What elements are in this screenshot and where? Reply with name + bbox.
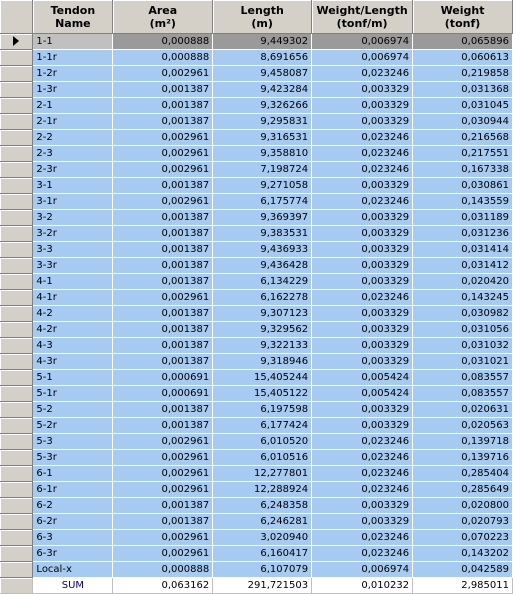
sum-weight: 2,985011: [413, 578, 513, 594]
cell-weight[interactable]: 0,083557: [413, 386, 513, 402]
cell-area[interactable]: 0,002961: [113, 546, 213, 562]
cell-weight-per-length[interactable]: 0,006974: [312, 562, 413, 578]
table-row[interactable]: [0, 130, 513, 146]
cell-tendon-name[interactable]: 2-1r: [33, 114, 113, 130]
cell-weight-per-length[interactable]: 0,023246: [312, 466, 413, 482]
row-selector[interactable]: [0, 418, 33, 434]
row-selector[interactable]: [0, 258, 33, 274]
cell-length[interactable]: 6,160417: [213, 546, 312, 562]
row-selector[interactable]: [0, 34, 33, 50]
cell-length[interactable]: 15,405122: [213, 386, 312, 402]
cell-weight[interactable]: 0,219858: [413, 66, 513, 82]
cell-weight-per-length[interactable]: 0,003329: [312, 402, 413, 418]
cell-area[interactable]: 0,001387: [113, 242, 213, 258]
cell-weight[interactable]: 0,030944: [413, 114, 513, 130]
row-selector[interactable]: [0, 210, 33, 226]
table-row[interactable]: [0, 226, 513, 242]
cell-area[interactable]: 0,000691: [113, 370, 213, 386]
row-selector[interactable]: [0, 498, 33, 514]
row-selector[interactable]: [0, 226, 33, 242]
cell-weight[interactable]: 0,031414: [413, 242, 513, 258]
cell-area[interactable]: 0,002961: [113, 66, 213, 82]
row-selector[interactable]: [0, 82, 33, 98]
table-row[interactable]: [0, 530, 513, 546]
cell-tendon-name[interactable]: 3-3r: [33, 258, 113, 274]
sum-area: 0,063162: [113, 578, 213, 594]
table-row[interactable]: [0, 258, 513, 274]
row-selector[interactable]: [0, 514, 33, 530]
cell-weight-per-length[interactable]: 0,003329: [312, 338, 413, 354]
cell-length[interactable]: 6,107079: [213, 562, 312, 578]
cell-weight-per-length[interactable]: 0,003329: [312, 418, 413, 434]
cell-tendon-name[interactable]: 4-2: [33, 306, 113, 322]
table-row[interactable]: [0, 514, 513, 530]
row-selector[interactable]: [0, 562, 33, 578]
cell-weight[interactable]: 0,143245: [413, 290, 513, 306]
cell-weight[interactable]: 0,285404: [413, 466, 513, 482]
table-row[interactable]: [0, 450, 513, 466]
cell-length[interactable]: 9,295831: [213, 114, 312, 130]
table-row[interactable]: [0, 354, 513, 370]
cell-weight[interactable]: 0,031032: [413, 338, 513, 354]
table-row[interactable]: [0, 274, 513, 290]
cell-weight-per-length[interactable]: 0,023246: [312, 546, 413, 562]
table-row[interactable]: [0, 562, 513, 578]
cell-tendon-name[interactable]: 4-1: [33, 274, 113, 290]
table-row[interactable]: [0, 418, 513, 434]
cell-area[interactable]: 0,000888: [113, 50, 213, 66]
cell-tendon-name[interactable]: 5-3: [33, 434, 113, 450]
cell-tendon-name[interactable]: 6-2: [33, 498, 113, 514]
cell-area[interactable]: 0,002961: [113, 530, 213, 546]
cell-length[interactable]: 3,020940: [213, 530, 312, 546]
cell-tendon-name[interactable]: 2-3: [33, 146, 113, 162]
cell-tendon-name[interactable]: 1-1: [33, 34, 113, 50]
cell-area[interactable]: 0,000888: [113, 34, 213, 50]
cell-length[interactable]: 9,318946: [213, 354, 312, 370]
cell-area[interactable]: 0,002961: [113, 290, 213, 306]
cell-tendon-name[interactable]: 5-1r: [33, 386, 113, 402]
cell-tendon-name[interactable]: 4-3r: [33, 354, 113, 370]
cell-length[interactable]: 9,436428: [213, 258, 312, 274]
cell-weight[interactable]: 0,031045: [413, 98, 513, 114]
cell-length[interactable]: 12,277801: [213, 466, 312, 482]
cell-length[interactable]: 6,248358: [213, 498, 312, 514]
col-header-weight-per-length[interactable]: Weight/Length (tonf/m): [312, 0, 413, 34]
cell-length[interactable]: 9,307123: [213, 306, 312, 322]
row-selector[interactable]: [0, 274, 33, 290]
cell-length[interactable]: 9,316531: [213, 130, 312, 146]
cell-length[interactable]: 15,405244: [213, 370, 312, 386]
cell-weight-per-length[interactable]: 0,023246: [312, 146, 413, 162]
cell-area[interactable]: 0,001387: [113, 178, 213, 194]
cell-weight-per-length[interactable]: 0,003329: [312, 98, 413, 114]
cell-length[interactable]: 9,436933: [213, 242, 312, 258]
cell-area[interactable]: 0,002961: [113, 162, 213, 178]
cell-length[interactable]: 12,288924: [213, 482, 312, 498]
row-selector[interactable]: [0, 114, 33, 130]
cell-weight-per-length[interactable]: 0,023246: [312, 450, 413, 466]
table-row[interactable]: [0, 306, 513, 322]
cell-area[interactable]: 0,001387: [113, 258, 213, 274]
cell-weight-per-length[interactable]: 0,023246: [312, 194, 413, 210]
table-row[interactable]: [0, 34, 513, 50]
cell-area[interactable]: 0,001387: [113, 274, 213, 290]
cell-area[interactable]: 0,001387: [113, 338, 213, 354]
cell-tendon-name[interactable]: 5-3r: [33, 450, 113, 466]
cell-weight-per-length[interactable]: 0,003329: [312, 274, 413, 290]
sum-row: [0, 578, 513, 594]
cell-weight[interactable]: 0,020420: [413, 274, 513, 290]
cell-weight-per-length[interactable]: 0,006974: [312, 50, 413, 66]
cell-area[interactable]: 0,002961: [113, 146, 213, 162]
cell-area[interactable]: 0,001387: [113, 82, 213, 98]
cell-weight[interactable]: 0,060613: [413, 50, 513, 66]
table-row[interactable]: [0, 402, 513, 418]
cell-weight[interactable]: 0,030982: [413, 306, 513, 322]
cell-weight-per-length[interactable]: 0,003329: [312, 226, 413, 242]
cell-tendon-name[interactable]: 2-3r: [33, 162, 113, 178]
header-row: [0, 0, 513, 34]
cell-weight-per-length[interactable]: 0,003329: [312, 514, 413, 530]
table-row[interactable]: [0, 466, 513, 482]
cell-weight[interactable]: 0,042589: [413, 562, 513, 578]
cell-area[interactable]: 0,002961: [113, 194, 213, 210]
cell-weight[interactable]: 0,031021: [413, 354, 513, 370]
sum-length: 291,721503: [213, 578, 312, 594]
cell-weight[interactable]: 0,020800: [413, 498, 513, 514]
table-row[interactable]: [0, 210, 513, 226]
row-selector[interactable]: [0, 178, 33, 194]
row-selector[interactable]: [0, 434, 33, 450]
cell-weight-per-length[interactable]: 0,023246: [312, 162, 413, 178]
cell-weight-per-length[interactable]: 0,003329: [312, 498, 413, 514]
cell-weight-per-length[interactable]: 0,005424: [312, 386, 413, 402]
cell-tendon-name[interactable]: 1-1r: [33, 50, 113, 66]
row-selector[interactable]: [0, 530, 33, 546]
row-selector[interactable]: [0, 130, 33, 146]
arrow-right-icon: [13, 36, 19, 46]
table-row[interactable]: [0, 482, 513, 498]
cell-length[interactable]: 9,423284: [213, 82, 312, 98]
cell-area[interactable]: 0,001387: [113, 418, 213, 434]
cell-weight-per-length[interactable]: 0,003329: [312, 210, 413, 226]
table-row[interactable]: [0, 50, 513, 66]
cell-tendon-name[interactable]: 4-3: [33, 338, 113, 354]
cell-tendon-name[interactable]: 1-2r: [33, 66, 113, 82]
cell-area[interactable]: 0,001387: [113, 402, 213, 418]
cell-length[interactable]: 7,198724: [213, 162, 312, 178]
cell-tendon-name[interactable]: 5-2r: [33, 418, 113, 434]
cell-weight[interactable]: 0,030861: [413, 178, 513, 194]
cell-area[interactable]: 0,002961: [113, 130, 213, 146]
cell-weight-per-length[interactable]: 0,003329: [312, 242, 413, 258]
row-selector[interactable]: [0, 146, 33, 162]
cell-tendon-name[interactable]: 6-3: [33, 530, 113, 546]
cell-weight[interactable]: 0,020563: [413, 418, 513, 434]
row-selector[interactable]: [0, 242, 33, 258]
cell-length[interactable]: 9,322133: [213, 338, 312, 354]
cell-weight-per-length[interactable]: 0,003329: [312, 82, 413, 98]
table-row[interactable]: [0, 98, 513, 114]
sum-weight-per-length: 0,010232: [312, 578, 413, 594]
cell-weight[interactable]: 0,070223: [413, 530, 513, 546]
cell-tendon-name[interactable]: 6-1: [33, 466, 113, 482]
cell-weight[interactable]: 0,285649: [413, 482, 513, 498]
col-header-area[interactable]: Area (m²): [113, 0, 213, 34]
cell-area[interactable]: 0,001387: [113, 306, 213, 322]
cell-weight-per-length[interactable]: 0,003329: [312, 178, 413, 194]
table-row[interactable]: [0, 386, 513, 402]
cell-weight-per-length[interactable]: 0,003329: [312, 258, 413, 274]
cell-tendon-name[interactable]: 3-1: [33, 178, 113, 194]
row-selector[interactable]: [0, 386, 33, 402]
cell-weight[interactable]: 0,167338: [413, 162, 513, 178]
cell-area[interactable]: 0,001387: [113, 498, 213, 514]
cell-weight[interactable]: 0,083557: [413, 370, 513, 386]
cell-length[interactable]: 9,329562: [213, 322, 312, 338]
cell-weight-per-length[interactable]: 0,023246: [312, 290, 413, 306]
col-header-tendon-name[interactable]: Tendon Name: [33, 0, 113, 34]
cell-tendon-name[interactable]: 3-1r: [33, 194, 113, 210]
table-row[interactable]: [0, 338, 513, 354]
row-selector[interactable]: [0, 482, 33, 498]
cell-tendon-name[interactable]: 5-2: [33, 402, 113, 418]
cell-area[interactable]: 0,002961: [113, 466, 213, 482]
cell-tendon-name[interactable]: 6-1r: [33, 482, 113, 498]
cell-length[interactable]: 9,383531: [213, 226, 312, 242]
row-selector[interactable]: [0, 338, 33, 354]
cell-tendon-name[interactable]: 4-1r: [33, 290, 113, 306]
cell-area[interactable]: 0,001387: [113, 226, 213, 242]
row-selector[interactable]: [0, 50, 33, 66]
row-selector[interactable]: [0, 194, 33, 210]
cell-length[interactable]: 8,691656: [213, 50, 312, 66]
cell-weight-per-length[interactable]: 0,023246: [312, 530, 413, 546]
cell-weight[interactable]: 0,143559: [413, 194, 513, 210]
cell-length[interactable]: 6,162278: [213, 290, 312, 306]
cell-length[interactable]: 9,458087: [213, 66, 312, 82]
table-row[interactable]: [0, 290, 513, 306]
cell-weight-per-length[interactable]: 0,005424: [312, 370, 413, 386]
cell-weight[interactable]: 0,031189: [413, 210, 513, 226]
cell-area[interactable]: 0,001387: [113, 354, 213, 370]
cell-weight[interactable]: 0,139716: [413, 450, 513, 466]
table-row[interactable]: [0, 194, 513, 210]
cell-weight-per-length[interactable]: 0,003329: [312, 322, 413, 338]
cell-area[interactable]: 0,001387: [113, 98, 213, 114]
cell-area[interactable]: 0,002961: [113, 434, 213, 450]
row-selector[interactable]: [0, 98, 33, 114]
cell-weight[interactable]: 0,020793: [413, 514, 513, 530]
corner-cell[interactable]: [0, 0, 33, 34]
col-header-weight[interactable]: Weight (tonf): [413, 0, 513, 34]
table-row[interactable]: [0, 146, 513, 162]
cell-weight-per-length[interactable]: 0,023246: [312, 434, 413, 450]
cell-length[interactable]: 9,449302: [213, 34, 312, 50]
row-selector[interactable]: [0, 322, 33, 338]
cell-area[interactable]: 0,001387: [113, 210, 213, 226]
cell-weight[interactable]: 0,031056: [413, 322, 513, 338]
cell-area[interactable]: 0,000888: [113, 562, 213, 578]
cell-length[interactable]: 6,246281: [213, 514, 312, 530]
cell-weight[interactable]: 0,020631: [413, 402, 513, 418]
cell-tendon-name[interactable]: 6-2r: [33, 514, 113, 530]
cell-area[interactable]: 0,001387: [113, 322, 213, 338]
cell-weight-per-length[interactable]: 0,006974: [312, 34, 413, 50]
cell-area[interactable]: 0,000691: [113, 386, 213, 402]
row-selector[interactable]: [0, 546, 33, 562]
cell-length[interactable]: 6,175774: [213, 194, 312, 210]
cell-area[interactable]: 0,001387: [113, 514, 213, 530]
cell-tendon-name[interactable]: 5-1: [33, 370, 113, 386]
cell-area[interactable]: 0,001387: [113, 114, 213, 130]
row-selector[interactable]: [0, 162, 33, 178]
cell-tendon-name[interactable]: 1-3r: [33, 82, 113, 98]
cell-tendon-name[interactable]: 6-3r: [33, 546, 113, 562]
cell-weight[interactable]: 0,031368: [413, 82, 513, 98]
table-row[interactable]: [0, 370, 513, 386]
row-selector: [0, 578, 33, 594]
cell-weight-per-length[interactable]: 0,003329: [312, 114, 413, 130]
cell-tendon-name[interactable]: 3-2: [33, 210, 113, 226]
table-row[interactable]: [0, 114, 513, 130]
cell-tendon-name[interactable]: 4-2r: [33, 322, 113, 338]
table-row[interactable]: [0, 178, 513, 194]
table-row[interactable]: [0, 82, 513, 98]
table-row[interactable]: [0, 546, 513, 562]
table-row[interactable]: [0, 434, 513, 450]
cell-weight[interactable]: 0,065896: [413, 34, 513, 50]
cell-weight[interactable]: 0,217551: [413, 146, 513, 162]
cell-weight[interactable]: 0,143202: [413, 546, 513, 562]
cell-weight-per-length[interactable]: 0,003329: [312, 354, 413, 370]
sum-label: SUM: [33, 578, 113, 594]
table-row[interactable]: [0, 498, 513, 514]
cell-tendon-name[interactable]: 2-2: [33, 130, 113, 146]
cell-weight-per-length[interactable]: 0,003329: [312, 306, 413, 322]
cell-weight[interactable]: 0,139718: [413, 434, 513, 450]
cell-length[interactable]: 9,369397: [213, 210, 312, 226]
row-selector[interactable]: [0, 402, 33, 418]
cell-weight[interactable]: 0,031236: [413, 226, 513, 242]
cell-length[interactable]: 9,358810: [213, 146, 312, 162]
cell-length[interactable]: 6,010520: [213, 434, 312, 450]
cell-weight-per-length[interactable]: 0,023246: [312, 482, 413, 498]
cell-length[interactable]: 6,134229: [213, 274, 312, 290]
table-row[interactable]: [0, 322, 513, 338]
cell-weight[interactable]: 0,216568: [413, 130, 513, 146]
cell-length[interactable]: 6,010516: [213, 450, 312, 466]
row-selector[interactable]: [0, 354, 33, 370]
row-selector[interactable]: [0, 66, 33, 82]
cell-tendon-name[interactable]: Local-x: [33, 562, 113, 578]
row-selector[interactable]: [0, 306, 33, 322]
cell-length[interactable]: 6,197598: [213, 402, 312, 418]
cell-tendon-name[interactable]: 3-3: [33, 242, 113, 258]
table-row[interactable]: [0, 66, 513, 82]
row-selector[interactable]: [0, 290, 33, 306]
table-row[interactable]: [0, 242, 513, 258]
table-row[interactable]: [0, 162, 513, 178]
cell-weight-per-length[interactable]: 0,023246: [312, 66, 413, 82]
cell-weight[interactable]: 0,031412: [413, 258, 513, 274]
cell-tendon-name[interactable]: 2-1: [33, 98, 113, 114]
cell-length[interactable]: 6,177424: [213, 418, 312, 434]
cell-weight-per-length[interactable]: 0,023246: [312, 130, 413, 146]
col-header-length[interactable]: Length (m): [213, 0, 312, 34]
cell-length[interactable]: 9,326266: [213, 98, 312, 114]
cell-area[interactable]: 0,002961: [113, 482, 213, 498]
row-selector[interactable]: [0, 370, 33, 386]
cell-length[interactable]: 9,271058: [213, 178, 312, 194]
cell-area[interactable]: 0,002961: [113, 450, 213, 466]
row-selector[interactable]: [0, 450, 33, 466]
row-selector[interactable]: [0, 466, 33, 482]
cell-tendon-name[interactable]: 3-2r: [33, 226, 113, 242]
